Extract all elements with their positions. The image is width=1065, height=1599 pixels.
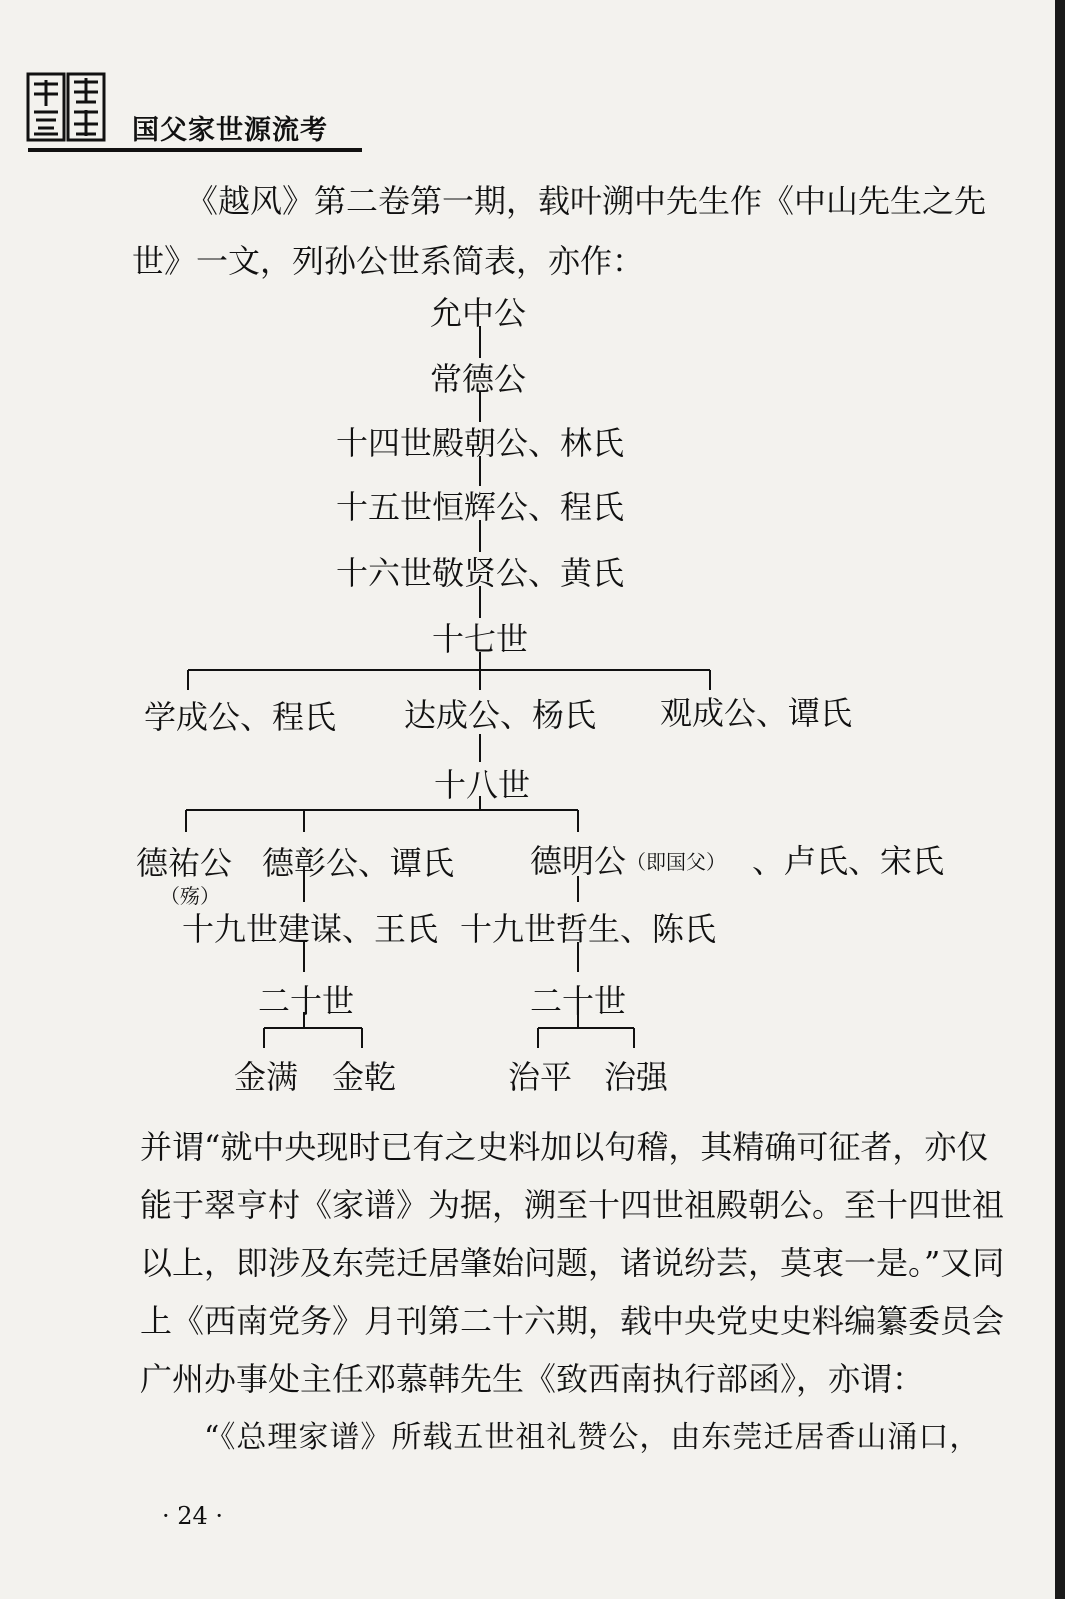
gen-18-child-dezhang: 德彰公、谭氏	[262, 844, 455, 882]
body-line-3: 以上，即涉及东莞迁居肇始问题，诸说纷芸，莫衷一是。”又同	[140, 1244, 1005, 1282]
gen-17-label: 十七世	[432, 620, 529, 658]
gen-17-child-1: 学成公、程氏	[144, 698, 337, 736]
gen-18-child-deming: 德明公	[530, 842, 627, 880]
quote-line: “《总理家谱》所载五世祖礼赞公，由东莞迁居香山涌口，	[204, 1420, 981, 1455]
gen-1-node: 允中公	[430, 294, 527, 332]
gen-18-child-deyou-note: （殇）	[160, 884, 220, 908]
page-number: · 24 ·	[162, 1502, 224, 1530]
gen-17-child-2: 达成公、杨氏	[404, 696, 597, 734]
gen-18-label: 十八世	[434, 766, 531, 804]
body-line-2: 能于翠亨村《家谱》为据，溯至十四世祖殿朝公。至十四世祖	[140, 1186, 1005, 1224]
gen-21-jinqian: 金乾	[332, 1058, 397, 1096]
intro-line-2: 世》一文，列孙公世系简表，亦作：	[132, 242, 645, 280]
gen-18-child-deming-spouses: 、卢氏、宋氏	[752, 842, 945, 880]
body-line-1: 并谓“就中央现时已有之史料加以句稽，其精确可征者，亦仅	[140, 1128, 989, 1166]
gen-20-left-label: 二十世	[258, 982, 355, 1020]
gen-18-child-deming-note: （即国父）	[626, 850, 726, 874]
body-line-5: 广州办事处主任邓慕韩先生《致西南执行部函》，亦谓：	[140, 1360, 925, 1398]
gen-19-right-node: 十九世哲生、陈氏	[460, 910, 717, 948]
body-line-4: 上《西南党务》月刊第二十六期，载中央党史史料编纂委员会	[140, 1302, 1005, 1340]
gen-14-node: 十四世殿朝公、林氏	[336, 424, 625, 462]
gen-18-child-deyou: 德祐公	[136, 844, 233, 882]
gen-21-jinman: 金满	[234, 1058, 299, 1096]
gen-20-right-label: 二十世	[530, 982, 627, 1020]
gen-17-child-3: 观成公、谭氏	[660, 694, 853, 732]
gen-2-node: 常德公	[430, 360, 527, 398]
gen-15-node: 十五世恒辉公、程氏	[336, 488, 625, 526]
gen-19-left-node: 十九世建谋、王氏	[182, 910, 439, 948]
gen-16-node: 十六世敬贤公、黄氏	[336, 554, 625, 592]
gen-21-zhiqiang: 治强	[604, 1058, 669, 1096]
book-title: 国父家世源流考	[132, 115, 328, 146]
intro-line-1: 《越风》第二卷第一期，载叶溯中先生作《中山先生之先	[186, 182, 987, 220]
gen-21-zhiping: 治平	[508, 1058, 573, 1096]
